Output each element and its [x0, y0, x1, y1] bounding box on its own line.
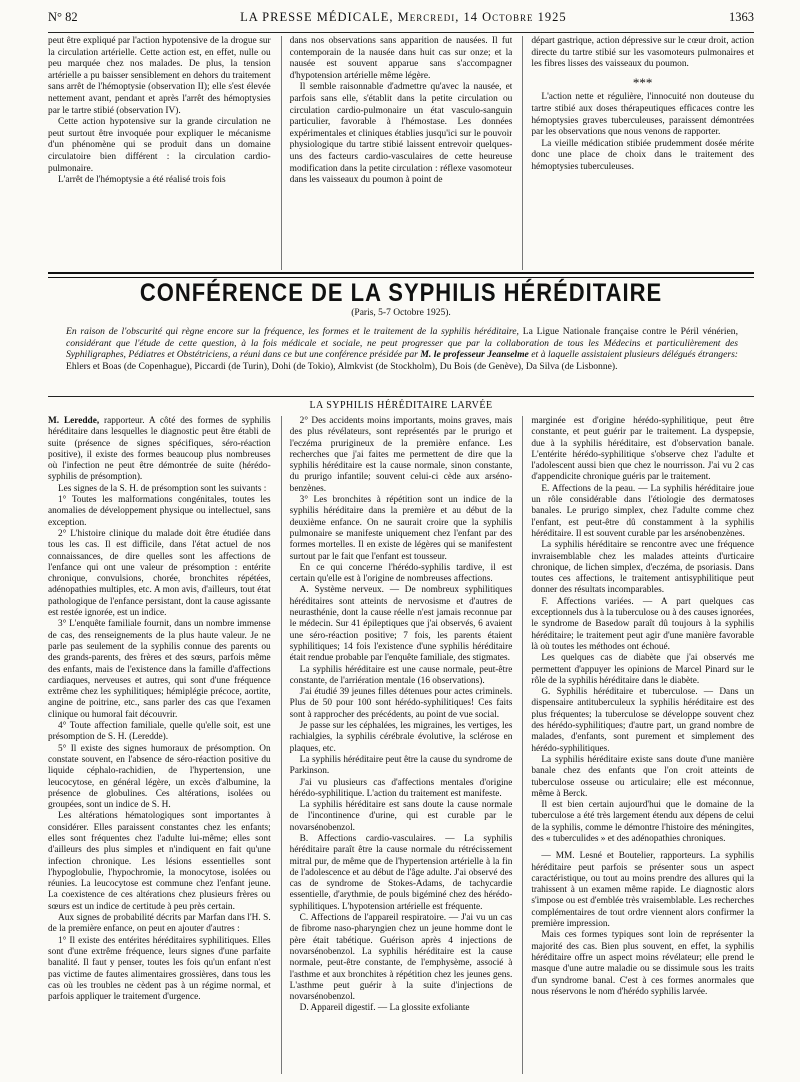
paragraph: marginée est d'origine hérédo-syphilitique, peut être constante, et peut guérir par le traitement. La dyspepsie, due à la syphilis héréditaire, est d'observation banale. L'entérite hérédo-syphilitique s'observe chez l'adulte et l'adolescent aussi bien que chez le nourrisson. J'ai vu 2 cas d'appendicite chronique guéris par le traitement. [531, 416, 754, 483]
paragraph: 2° Des accidents moins importants, moins graves, mais des plus révélateurs, sont représentés par le prurigo et l'eczéma prurigineux de la première enfance. Les recherches que j'ai faites me permettent de dire que la syphilis héréditaire est la cause normale, sinon constante, du prurigo infantile; souvent celui-ci cède aux arséno-benzènes. [289, 416, 513, 494]
previous-article-continuation [48, 36, 754, 270]
paragraph: 4° Toute affection familiale, quelle qu'elle soit, est une présomption de S. H. (Leredde). [48, 721, 271, 743]
intro-president: M. le professeur Jeanselme [420, 349, 529, 361]
paragraph: A. Système nerveux. — De nombreux syphilitiques héréditaires sont atteints de nervosisme et d'autres de neurasthénie, dont la cause réelle n'est jamais reconnue par le médecin. Sur 41 épileptiques que j'ai observés, 6 avaient une séro-réaction positive; 7 fois, les parents étaient syphilitiques; 14 fois l'existence d'une syphilis héréditaire était rendue probable par l'enquête familiale, des stigmates. [289, 585, 513, 664]
paragraph: G. Syphilis héréditaire et tuberculose. — Dans un dispensaire antituberculeux la syphilis héréditaire est des plus fréquentes; la tuberculose se développe souvent chez des hérédo-syphilitiques; d'autre part, un grand nombre de malades, d'enfants, sont purement et simplement des hérédo-syphilitiques. [531, 687, 754, 754]
paragraph: Aux signes de probabilité décrits par Marfan dans l'H. S. de la première enfance, on peut en ajouter d'autres : [48, 913, 271, 935]
intro-delegates: Ehlers et Boas (de Copenhague), Piccardi (de Turin), Dohi (de Tokio), Almkvist (de Stockholm), Du Bois (de Genève), Da Silva (de Lisbonne). [66, 360, 618, 372]
conference-title: CONFÉRENCE DE LA SYPHILIS HÉRÉDITAIRE [139, 278, 663, 307]
running-header [48, 10, 754, 33]
journal-title: LA PRESSE MÉDICALE, Mercredi, 14 Octobre 1925 [240, 10, 567, 24]
paragraph: J'ai étudié 39 jeunes filles détenues pour actes criminels. Plus de 50 pour 100 sont hérédo-syphilitiques! Ces faits sont à rapprocher des précédents, au point de vue social. [289, 687, 513, 720]
top-column-2 [281, 36, 513, 270]
paragraph: peut être expliqué par l'action hypotensive de la drogue sur la circulation artérielle. Cette action est, en effet, nulle ou peu marquée chez nos malades. De plus, la tension artérielle a pu baisser sensiblement en dehors du traitement sans arrêt de l'hémoptysie (observation II); elle s'est élevée nettement avant, pendant et après l'arrêt des hémoptysies par le tartre stibié (observation IV). [48, 36, 271, 116]
paragraph: L'arrêt de l'hémoptysie a été réalisé trois fois [58, 175, 226, 186]
paragraph: départ gastrique, action dépressive sur le cœur droit, action directe du tartre stibié sur les vasomoteurs pulmonaires et les fibres lisses des vaisseaux du poumon. [531, 36, 754, 70]
paragraph: dans nos observations sans apparition de nausées. Il fut contemporain de la nausée dans huit cas sur onze; et la nausée est souvent apparue sans s'accompagner d'hypotension artérielle même légère. [289, 36, 513, 81]
paragraph: Cette action hypotensive sur la grande circulation ne peut surtout être invoquée pour expliquer le mécanisme d'un phénomène qui se produit dans un domaine circulatoire bien différent : la circulation cardio-pulmonaire. [48, 117, 271, 174]
paragraph: L'action nette et régulière, l'innocuité non douteuse du tartre stibié aux doses thérapeutiques efficaces contre les hémoptysies graves tuberculeuses, paraissent démontrées par les observations que nous venons de rapporter. [531, 92, 754, 138]
paragraph: 2° L'histoire clinique du malade doit être étudiée dans tous les cas. Il est difficile, dans l'état actuel de nos connaissances, de dire quelles sont les affections de l'enfance qui ont une valeur de présomption : entérite chronique, convulsions, chorée, bronchites répétées, adénopathies multiples, etc. A mon avis, d'ailleurs, tout état pathologique de l'enfance persistant, dont la cause agissante est restée ignorée, est un indice. [48, 528, 271, 619]
article-body [48, 416, 754, 1074]
intro-text: et à laquelle assistaient plusieurs délégués étrangers: [531, 349, 738, 361]
body-column-2 [281, 416, 513, 1074]
page-number: 1363 [729, 10, 754, 24]
paragraph-text: rapporteur. A côté des formes de syphilis héréditaire dans lesquelles le diagnostic peut être établi de suite (présence de signes spécifiques, séro-réaction positive), il existe des formes beaucoup plus nombreuses où l'infection ne peut être démontrée de suite (hérédo-syphilis de présomption). [48, 416, 271, 483]
intro-league: La Ligue Nationale française contre le Péril vénérien, [522, 326, 738, 337]
paragraph: Mais ces formes typiques sont loin de représenter la majorité des cas. Bien plus souvent, en effet, la syphilis héréditaire offre un aspect moins révélateur; elle prend le masque d'une autre maladie ou se dissimule sous les traits d'un syndrome banal. C'est à ces formes anormales que nous réservons le nom d'hérédo syphilis larvée. [531, 930, 754, 997]
paragraph: F. Affections variées. — A part quelques cas exceptionnels dus à la tuberculose ou à des causes ignorées, le syndrome de Basedow paraît dû toujours à la syphilis héréditaire; le traitement peut agir d'une manière favorable là où toutes les méthodes ont échoué. [531, 596, 754, 652]
paragraph: C. Affections de l'appareil respiratoire. — J'ai vu un cas de fibrome naso-pharyngien chez un jeune homme dont le père était tabétique. Guérison après 4 injections de novarsénobenzol. La syphilis héréditaire est la cause normale, peut-être constante, de l'emphysème, associé à l'asthme et aux bronchites à répétition chez les jeunes gens. L'asthme peut guérir à la suite d'injections de novarsénobenzol. [289, 913, 513, 1003]
paragraph: La syphilis héréditaire existe sans doute d'une manière banale chez des enfants que l'on croit atteints de tuberculose osseuse ou articulaire; elle est méconnue, même à Berck. [531, 754, 754, 799]
section-stars: *** [632, 74, 653, 90]
conference-intro [66, 326, 738, 372]
paragraph: La syphilis héréditaire se rencontre avec une fréquence invraisemblable chez les malades atteints d'urticaire chronique, de lichen simplex, d'eczéma, de psoriasis. Dans toutes ces affections, le traitement antisyphilitique peut donner des résultats incomparables. [531, 540, 754, 596]
paragraph: — MM. Lesné et Boutelier, rapporteurs. La syphilis héréditaire peut parfois se présenter sous un aspect caractéristique, ou tout au moins prendre des allures qui la trahissent à un examen même rapide. Le diagnostic alors s'impose ou est d'emblée très vraisemblable. Les recherches complémentaires de tout ordre viennent alors confirmer la première impression. [531, 851, 754, 930]
paragraph: 3° Les bronchites à répétition sont un indice de la syphilis héréditaire dans la première et au début de la deuxième enfance. On ne saurait croire que la syphilis pulmonaire se manifeste uniquement chez l'enfant par des formes mortelles. Il en existe de légères qui se manifestent surtout par le fait que l'enfant est tousseur. [289, 495, 513, 562]
paragraph: Il est bien certain aujourd'hui que le domaine de la tuberculose a été très largement étendu aux dépens de celui de la syphilis, comme le démontre l'histoire des méningites, des « tuberculides » et des adénopathies chroniques. [531, 800, 754, 844]
conference-date: (Paris, 5-7 Octobre 1925). [351, 308, 451, 318]
paragraph: La syphilis héréditaire est une cause normale, peut-être constante, de l'arriération mentale (16 observations). [289, 664, 513, 686]
paragraph: La syphilis héréditaire est sans doute la cause normale de l'incontinence d'urine, qui est curable par le novarsénobenzol. [289, 800, 513, 833]
paragraph: Je passe sur les céphalées, les migraines, les vertiges, les rachialgies, la syphilis cérébrale évolutive, la sclérose en plaques, etc. [289, 721, 513, 754]
paragraph: La syphilis héréditaire peut être la cause du syndrome de Parkinson. [289, 754, 513, 777]
issue-number: N° 82 [48, 10, 78, 24]
paragraph: Les quelques cas de diabète que j'ai observés me permettent d'appuyer les opinions de Marcel Pinard sur le rôle de la syphilis héréditaire dans le diabète. [531, 653, 754, 686]
paragraph: 5° Il existe des signes humoraux de présomption. On constate souvent, en l'absence de séro-réaction positive du liquide céphalo-rachidien, de l'hypertension, une leucocytose, en général légère, un excès d'albumine, la présence de globulines. Ces altérations, isolées ou groupées, sont un indice de S. H. [48, 743, 271, 811]
paragraph: 1° Il existe des entérites héréditaires syphilitiques. Elles sont d'une extrême fréquence, leurs signes d'une parfaite banalité. Il faut y penser, toutes les fois qu'un enfant n'est pas victime de fautes alimentaires grossières, dans tous les cas où les troubles ne cèdent pas à un régime normal, et parfois appliquer le traitement d'urgence. [48, 935, 271, 1003]
paragraph: 1° Toutes les malformations congénitales, toutes les anomalies de développement physique ou intellectuel, sans exception. [48, 495, 271, 528]
paragraph: J'ai vu plusieurs cas d'affections mentales d'origine hérédo-syphilitique. L'action du traitement est manifeste. [289, 777, 513, 799]
paragraph: Il semble raisonnable d'admettre qu'avec la nausée, et parfois sans elle, s'établit dans la petite circulation ou circulation cardio-pulmonaire un état vasculo-sanguin particulier, favorable à l'hémostase. Les données expérimentales et cliniques établies jusqu'ici sur le pouvoir physiologique du tartre stibié laissent entrevoir quelques-uns des facteurs cardio-vasculaires de cette heureuse modification dans la petite circulation : réflexe vasomoteur dans les vaisseaux du poumon à point de [289, 82, 513, 186]
paragraph: D. Appareil digestif. — La glossite exfoliante [299, 1003, 470, 1014]
intro-text: En raison de l'obscurité qui règne encore sur la fréquence, les formes et le traitement de la syphilis héréditaire, [66, 326, 519, 337]
top-column-3 [522, 36, 754, 270]
body-column-3 [522, 416, 754, 1074]
section-heading: LA SYPHILIS HÉRÉDITAIRE LARVÉE [309, 400, 493, 411]
speaker-name: M. Leredde, [48, 416, 100, 426]
subhead-rule [48, 396, 754, 397]
paragraph: B. Affections cardio-vasculaires. — La syphilis héréditaire paraît être la cause normale du rétrécissement mitral pur, de même que de l'hypertension artérielle à la fin de l'adolescence et au début de l'âge adulte. J'ai observé des cas de syndrome de Stokes-Adams, de tachycardie essentielle, d'arythmie, de pouls bigéminé chez des hérédo-syphilitiques. L'hypotension artérielle est fréquente. [289, 833, 513, 912]
paragraph: Les signes de la S. H. de présomption sont les suivants : [58, 483, 267, 494]
paragraph: E. Affections de la peau. — La syphilis héréditaire joue un rôle considérable dans l'étiologie des dermatoses banales. Le prurigo simplex, chez l'adulte comme chez l'enfant, est peut-être dû constamment à la syphilis héréditaire. Il est souvent curable par les arsénobenzènes. [531, 483, 754, 539]
intro-text: considérant que l'étude de cette question, à la fois médicale et sociale, ne peut progresser que par la collaboration de tous les Médecins et particulièrement des Syphiligraphes, Pédiatres et Obstétriciens, a réuni dans ce but une conférence présidée par [66, 337, 738, 361]
paragraph: Les altérations hématologiques sont importantes à considérer. Elles paraissent constantes chez les enfants; elles sont fréquentes chez l'adulte lui-même; elles sont d'ailleurs des plus simples et n'indiquent en fait qu'une infection chronique. Les lésions essentielles sont l'hypoglobulie, l'hypochromie, la monocytose, isolées ou réunies. La leucocytose est commune chez l'enfant jeune. La coexistence de ces altérations chez plusieurs frères ou sœurs est un indice de certitude à peu près certain. [48, 811, 271, 912]
top-column-1 [48, 36, 271, 270]
paragraph: En ce qui concerne l'hérédo-syphilis tardive, il est certain qu'elle est à l'origine de nombreuses affections. [289, 562, 513, 585]
paragraph: 3° L'enquête familiale fournit, dans un nombre immense de cas, des renseignements de la plus haute valeur. Je ne parle pas seulement de la syphilis connue des parents ou des grands-parents, des frères et des sœurs, parfois même des enfants, mais de l'existence dans la famille d'affections cardiaques, nerveuses et autres, qui sont d'une fréquence extrême chez les syphilitiques; hémiplégie précoce, aortite, angine de poitrine, etc., sans parler des cas que l'examen clinique ou humoral fait découvrir. [48, 619, 271, 720]
body-column-1 [48, 416, 271, 1074]
paragraph [48, 416, 271, 484]
paragraph: La vieille médication stibiée prudemment dosée mérite donc une place de choix dans le traitement des hémoptysies tuberculeuses. [531, 138, 754, 172]
